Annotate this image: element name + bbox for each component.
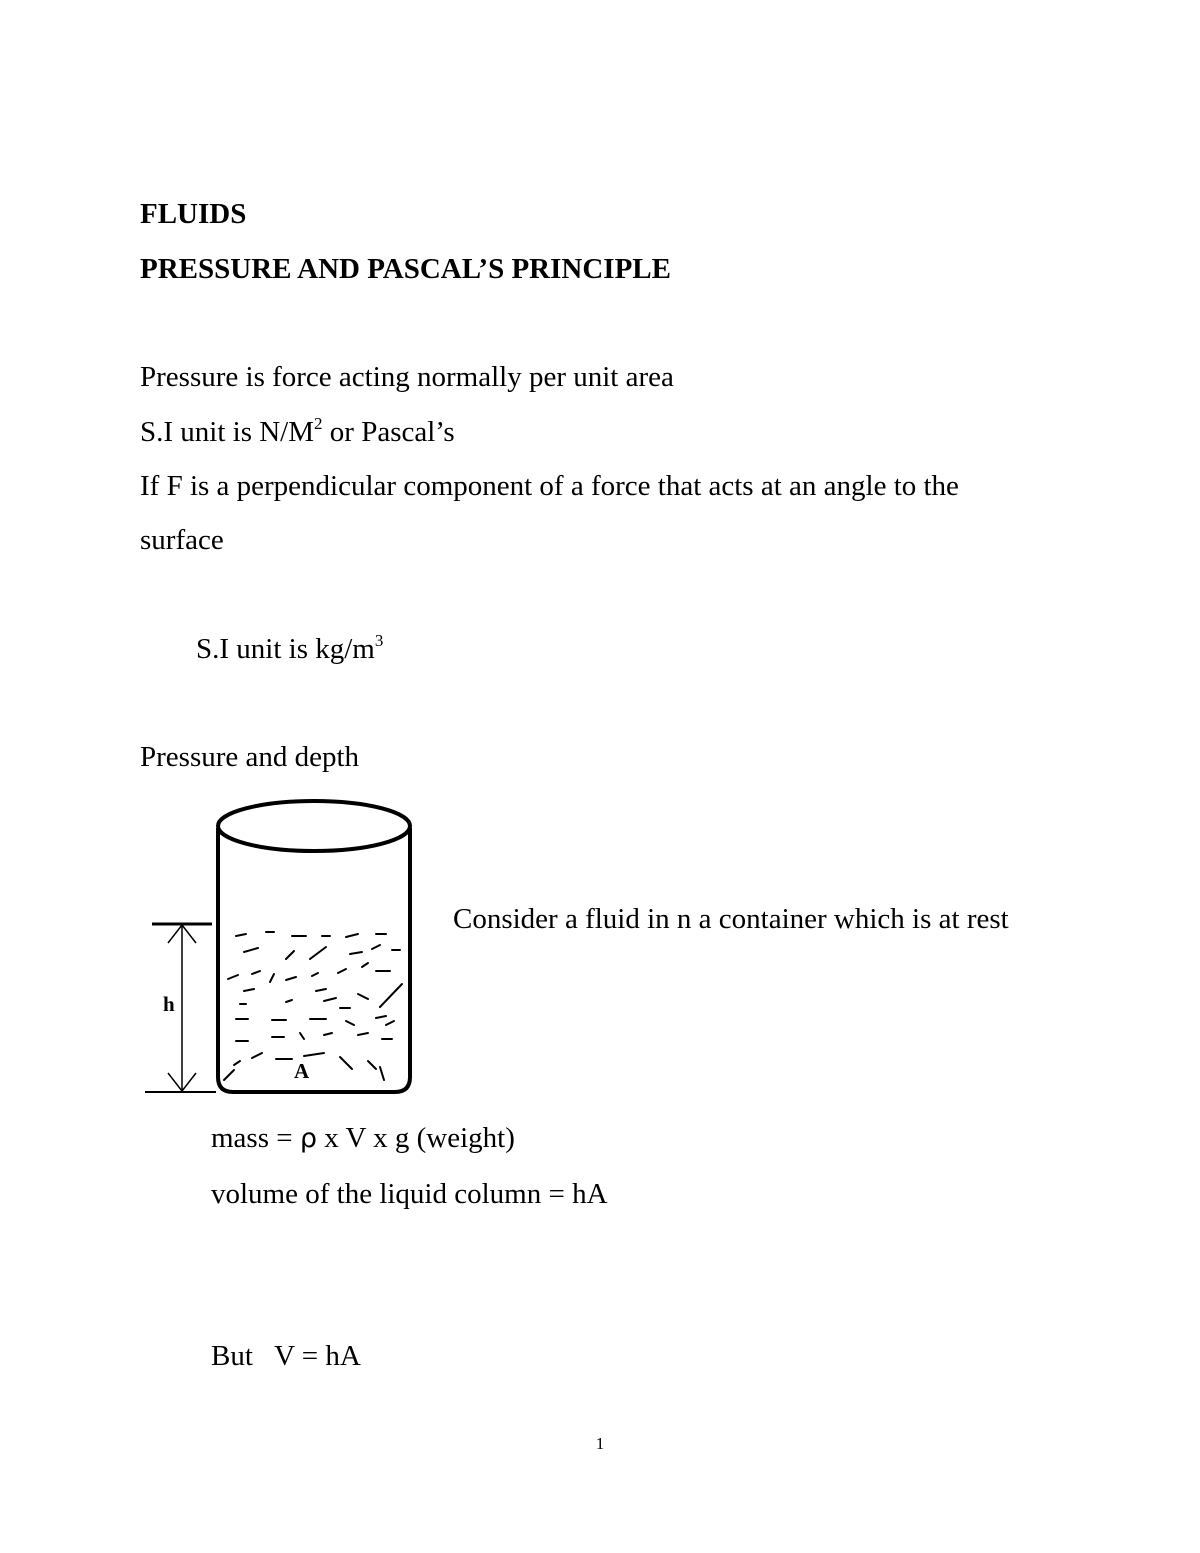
si-unit-density-exponent: 3 [374, 631, 384, 650]
container-walls [218, 828, 410, 1092]
mass-equation-suffix: x V x g (weight) [317, 1122, 515, 1154]
si-unit-density-text: S.I unit is kg/m [196, 633, 375, 665]
si-unit-pressure [140, 415, 455, 449]
page-number: 1 [595, 1434, 605, 1453]
si-unit-pressure-exponent: 2 [314, 414, 323, 433]
rho-symbol: ρ [299, 1123, 317, 1154]
page-subtitle: PRESSURE AND PASCAL’S PRINCIPLE [140, 253, 671, 285]
pressure-definition: Pressure is force acting normally per unit area [140, 361, 674, 393]
area-label: A [294, 1059, 310, 1083]
perpendicular-line-2: surface [140, 524, 224, 556]
si-unit-pressure-suffix: or Pascal’s [322, 416, 455, 448]
height-label: h [163, 992, 175, 1016]
mass-equation [211, 1121, 515, 1156]
page-title: FLUIDS [140, 198, 247, 230]
but-equation: But V = hA [211, 1340, 361, 1372]
container-top-ellipse [218, 801, 410, 851]
si-unit-density [196, 632, 383, 666]
volume-equation: volume of the liquid column = hA [211, 1178, 608, 1210]
mass-equation-prefix: mass = [211, 1122, 300, 1154]
fluid-particles [224, 932, 402, 1080]
fluid-container-diagram [140, 795, 420, 1100]
consider-text: Consider a fluid in n a container which is at rest [453, 903, 1009, 935]
section-heading: Pressure and depth [140, 741, 360, 773]
si-unit-pressure-text: S.I unit is N/M [140, 416, 315, 448]
perpendicular-line-1: If F is a perpendicular component of a force that acts at an angle to the [140, 470, 959, 502]
